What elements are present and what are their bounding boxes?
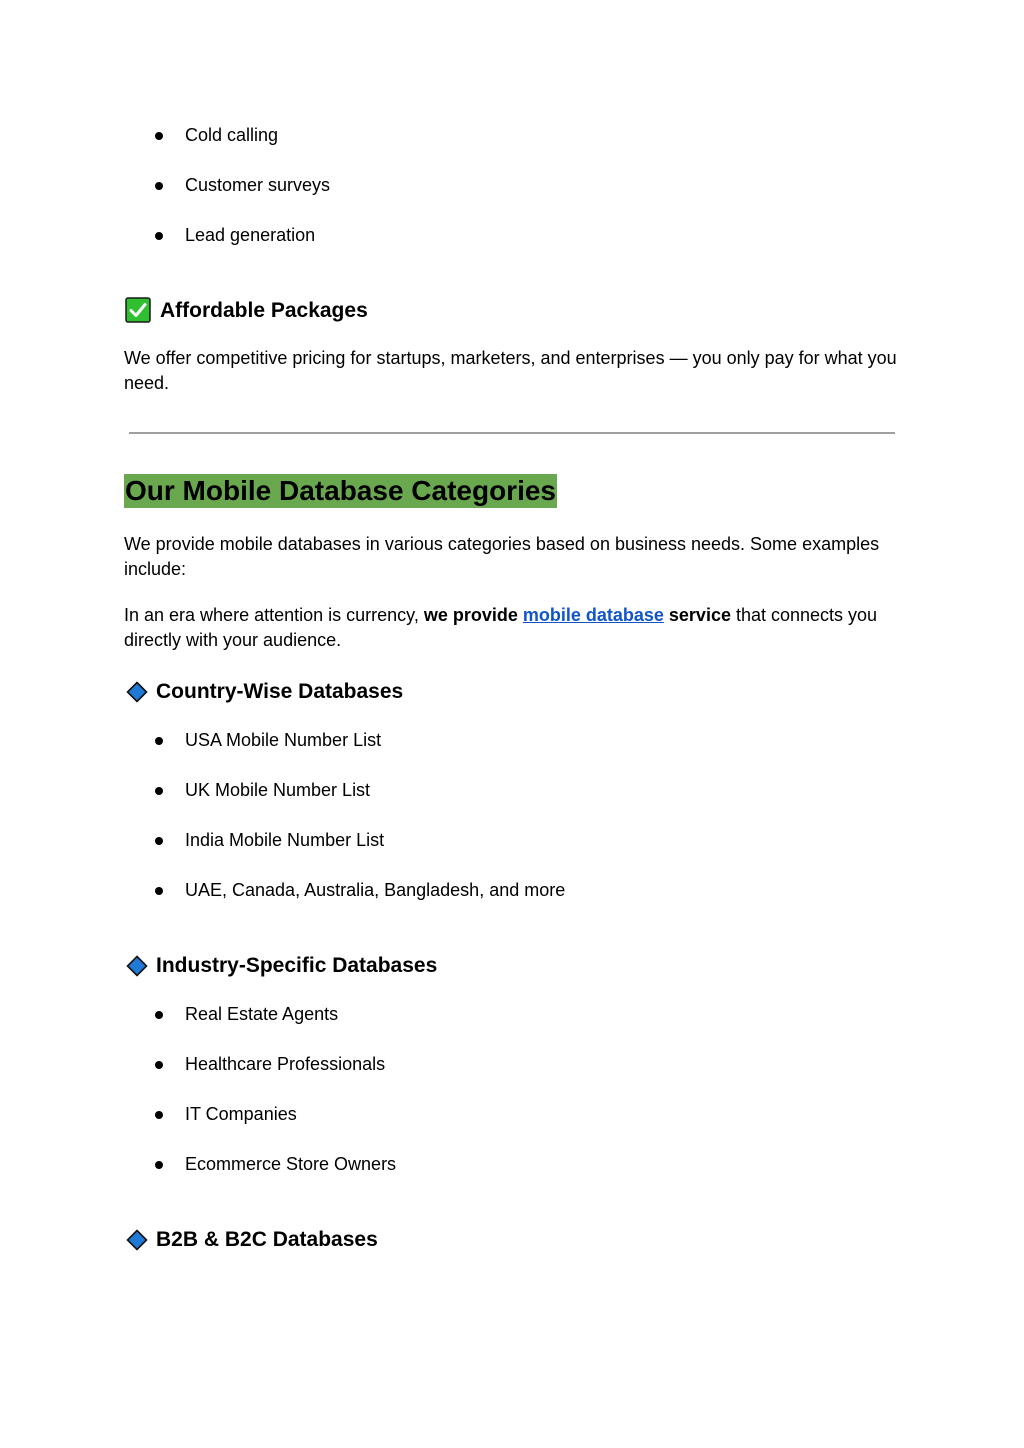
country-wise-heading: Country-Wise Databases xyxy=(156,680,404,703)
horizontal-divider xyxy=(129,432,895,434)
bullet-dot-icon xyxy=(155,1011,163,1019)
blue-diamond-icon xyxy=(126,1229,148,1251)
categories-intro: We provide mobile databases in various categories based on business needs. Some examples include: xyxy=(124,534,880,579)
categories-paragraph xyxy=(124,603,914,653)
para-text-before: In an era where attention is currency, xyxy=(124,605,424,625)
bullet-dot-icon xyxy=(155,182,163,190)
bullet-dot-icon xyxy=(155,132,163,140)
document-page: Cold calling Customer surveys Lead generation Affordable Packages We offer competitive pricing for startups, marketers, and enterprises — you only pay for what you need. Our Mobile Database Categories We provide mobile databases in various categories based on business needs. Some examples include: In an era where attention is currency, we provide mobile database service that connects you directly with your audience. Country-Wise Databases USA Mobile Number List UK Mobile Number List India Mobile Number List UAE, Canada, Australia, Bangladesh, and more Industry-Specific Databases Real Estate Agents Healthcare Professionals IT Companies Ecommerce Store Owners B2B & B2C Databases xyxy=(0,0,1024,1448)
mobile-database-link[interactable]: mobile database xyxy=(522,605,664,625)
para-bold-service: service xyxy=(663,605,731,625)
blue-diamond-icon xyxy=(126,681,148,703)
affordable-heading: Affordable Packages xyxy=(160,299,368,322)
bullet-dot-icon xyxy=(155,887,163,895)
para-bold-text: we provide xyxy=(423,605,523,625)
categories-heading: Our Mobile Database Categories xyxy=(125,475,557,506)
bullet-dot-icon xyxy=(155,737,163,745)
bullet-dot-icon xyxy=(155,1061,163,1069)
bullet-dot-icon xyxy=(155,1161,163,1169)
bullet-dot-icon xyxy=(155,837,163,845)
affordable-paragraph: We offer competitive pricing for startups, marketers, and enterprises — you only pay for what you need. xyxy=(124,348,897,393)
bullet-dot-icon xyxy=(155,1111,163,1119)
bullet-dot-icon xyxy=(155,232,163,240)
b2b-b2c-heading: B2B & B2C Databases xyxy=(156,1228,378,1251)
bullet-dot-icon xyxy=(155,787,163,795)
blue-diamond-icon xyxy=(126,955,148,977)
industry-specific-heading: Industry-Specific Databases xyxy=(156,954,438,977)
check-mark-button-icon xyxy=(125,297,151,323)
para-text-after: that connects you directly with your audience. xyxy=(124,605,878,650)
